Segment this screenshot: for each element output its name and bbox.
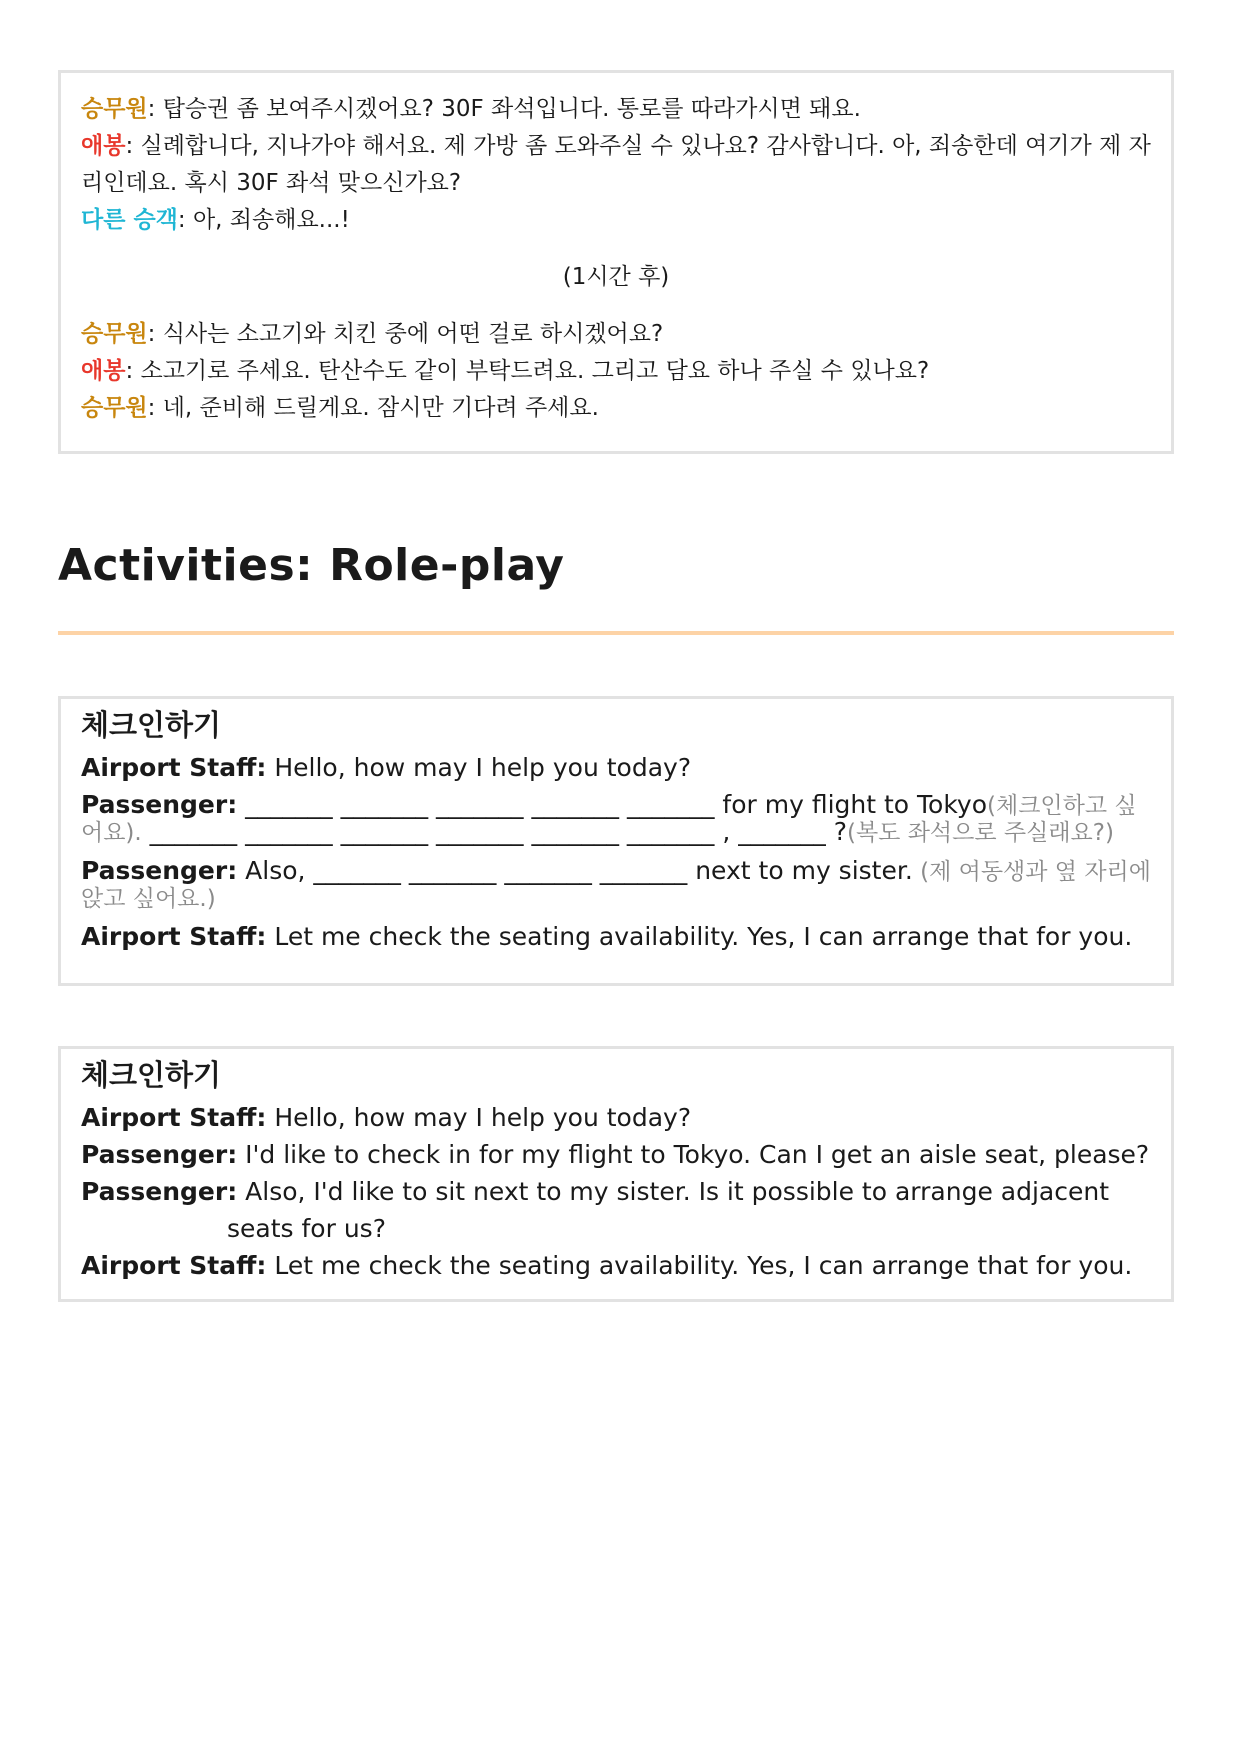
spacer	[81, 296, 1151, 316]
speaker-label: Airport Staff:	[81, 1251, 267, 1280]
dialogue-line	[81, 91, 1151, 128]
korean-hint: (복도 좌석으로 주실래요?)	[846, 820, 1114, 846]
speaker-label: Airport Staff:	[81, 922, 267, 951]
fill-blank-text: _______ _______ _______ _______ _______ for my flight to Tokyo	[237, 790, 988, 819]
dialogue-line	[81, 202, 1151, 239]
section-divider	[58, 631, 1174, 635]
roleplay-line	[81, 792, 1151, 846]
roleplay-line	[81, 1099, 1151, 1136]
dialogue-text: : 소고기로 주세요. 탄산수도 같이 부탁드려요. 그리고 담요 하나 주실 수 있나요?	[125, 358, 930, 384]
dialogue-text: : 식사는 소고기와 치킨 중에 어떤 걸로 하시겠어요?	[147, 321, 664, 347]
dialogue-line	[81, 128, 1151, 202]
line-text: Let me check the seating availability. Yes, I can arrange that for you.	[266, 922, 1133, 951]
speaker-aebong: 애봉	[81, 133, 126, 159]
roleplay-exercise-box	[58, 696, 1174, 986]
speaker-other-passenger: 다른 승객	[81, 207, 178, 233]
line-text: I'd like to check in for my flight to Tokyo. Can I get an aisle seat, please?	[237, 1140, 1150, 1169]
speaker-label: Passenger:	[81, 1177, 238, 1206]
dialogue-text: : 탑승권 좀 보여주시겠어요? 30F 좌석입니다. 통로를 따라가시면 돼요.	[147, 96, 861, 122]
roleplay-line	[81, 1173, 1151, 1247]
roleplay-answer-box	[58, 1046, 1174, 1302]
roleplay-line	[81, 749, 1151, 786]
dialogue-text: : 아, 죄송해요...!	[177, 207, 350, 233]
speaker-flight-attendant: 승무원	[81, 321, 148, 347]
line-text: Hello, how may I help you today?	[266, 1103, 692, 1132]
speaker-label: Passenger:	[81, 790, 238, 819]
line-text: Let me check the seating availability. Yes, I can arrange that for you.	[266, 1251, 1133, 1280]
fill-blank-text: _______ _______ _______ _______ _______ _______ , _______ ?	[141, 817, 847, 846]
section-heading: Activities: Role-play	[58, 540, 565, 591]
speaker-aebong: 애봉	[81, 358, 126, 384]
speaker-flight-attendant: 승무원	[81, 96, 148, 122]
dialogue-line	[81, 316, 1151, 353]
line-text: Hello, how may I help you today?	[266, 753, 692, 782]
korean-hint: (제 여동생과 옆 자리에 앉고 싶어요.)	[81, 859, 1151, 912]
speaker-flight-attendant: 승무원	[81, 395, 148, 421]
roleplay-line	[81, 858, 1151, 912]
dialogue-box	[58, 70, 1174, 454]
dialogue-text: : 실례합니다, 지나가야 해서요. 제 가방 좀 도와주실 수 있나요? 감사합니다. 아, 죄송한데 여기가 제 자리인데요. 혹시 30F 좌석 맞으신가요?	[81, 133, 1151, 196]
speaker-label: Passenger:	[81, 856, 238, 885]
roleplay-line	[81, 1136, 1151, 1173]
line-text: Also, I'd like to sit next to my sister. Is it possible to arrange adjacent seats for us?	[227, 1177, 1109, 1243]
box-title: 체크인하기	[81, 1058, 222, 1092]
dialogue-line	[81, 390, 1151, 427]
dialogue-text: : 네, 준비해 드릴게요. 잠시만 기다려 주세요.	[147, 395, 599, 421]
spacer	[81, 239, 1151, 259]
box-title: 체크인하기	[81, 708, 222, 742]
dialogue-line	[81, 353, 1151, 390]
speaker-label: Airport Staff:	[81, 1103, 267, 1132]
roleplay-line	[81, 918, 1151, 955]
korean-hint: (체크인하고 싶어요).	[81, 793, 1137, 846]
speaker-label: Passenger:	[81, 1140, 238, 1169]
speaker-label: Airport Staff:	[81, 753, 267, 782]
roleplay-line	[81, 1247, 1151, 1284]
fill-blank-text: Also, _______ _______ _______ _______ next to my sister.	[237, 856, 913, 885]
time-note: (1시간 후)	[562, 264, 670, 290]
